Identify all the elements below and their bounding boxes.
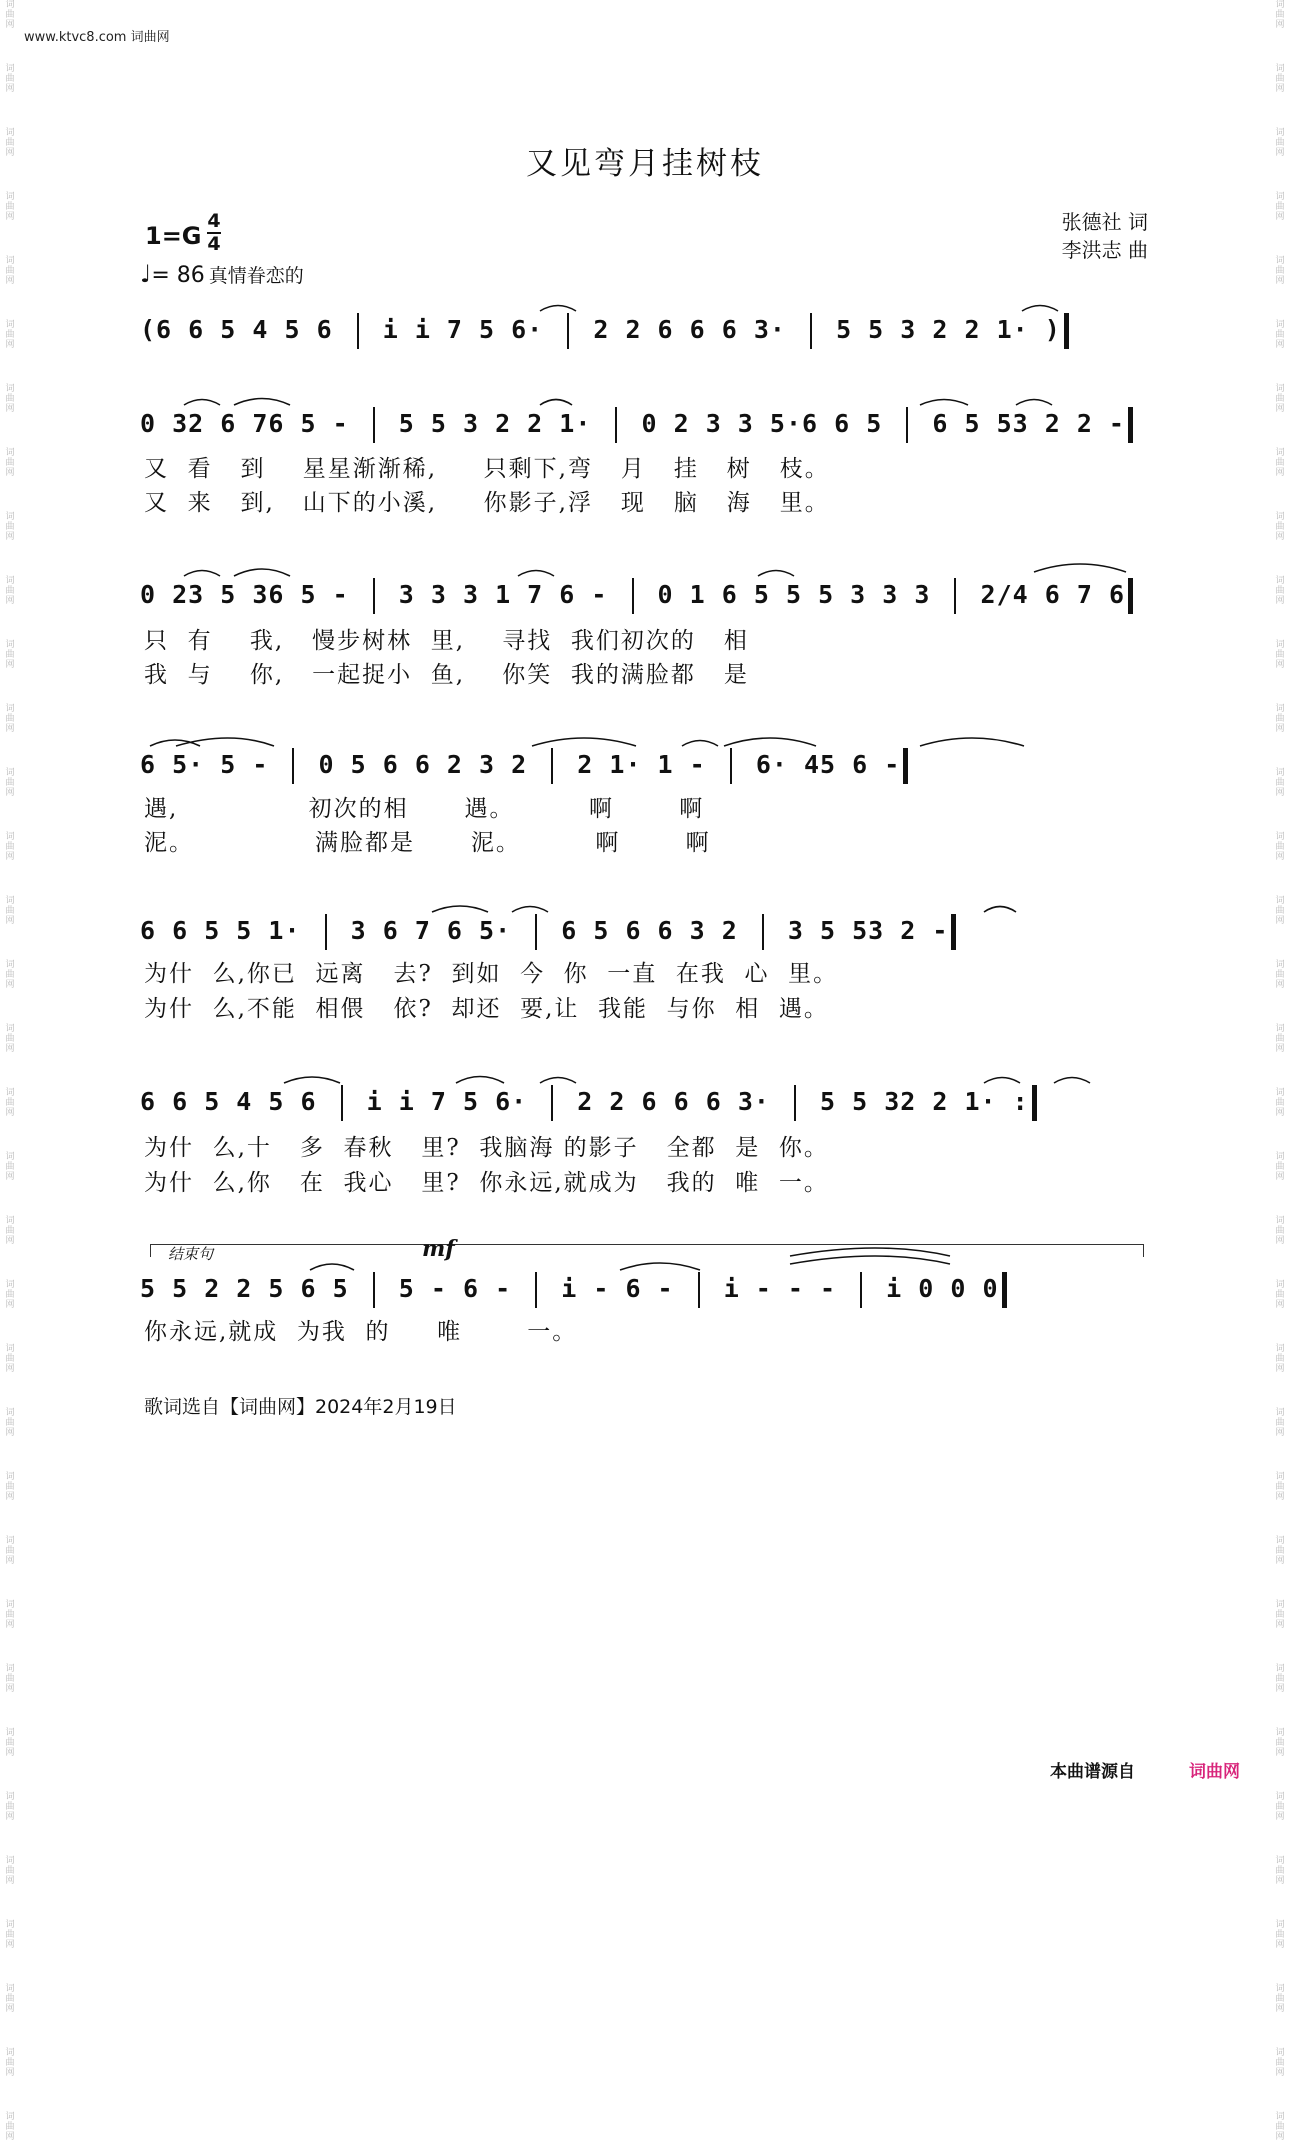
barline	[357, 313, 359, 349]
watermark-glyph: 词曲网	[1275, 1344, 1285, 1374]
measure: 5 5 2 2 5 6 5	[140, 1274, 365, 1303]
notation-row-2	[140, 407, 1145, 441]
measure: 0 1 6 5 5 5 3 3 3	[641, 580, 947, 609]
barline	[860, 1272, 862, 1308]
watermark-glyph: 词曲网	[5, 128, 15, 158]
slur	[432, 906, 488, 912]
song-title: 又见弯月挂树枝	[526, 146, 764, 182]
measure: 2 2 6 6 6 3·	[577, 315, 803, 344]
watermark-glyph: 词曲网	[1275, 320, 1285, 350]
watermark-glyph: 词曲网	[1275, 832, 1285, 862]
watermark-glyph: 词曲网	[1275, 1280, 1285, 1310]
lyric-row-5-verse-2: 为什 么,不能 相偎 依? 却还 要,让 我能 与你 相 遇。	[144, 996, 829, 1022]
lyricist-credit: 张德社 词	[1061, 210, 1148, 234]
barline	[810, 313, 812, 349]
measure: 5 5 3 2 2 1·	[382, 409, 608, 438]
tempo-value: = 86	[151, 263, 205, 288]
watermark-glyph: 词曲网	[1275, 0, 1285, 30]
slur	[184, 400, 220, 406]
watermark-glyph: 词曲网	[1275, 2112, 1285, 2142]
barline	[535, 914, 537, 950]
watermark-glyph: 词曲网	[1275, 1920, 1285, 1950]
key-signature: 1=G	[145, 222, 202, 250]
barline	[373, 578, 375, 614]
slur	[920, 400, 968, 406]
end-barline	[1128, 578, 1133, 614]
measure: 6 5· 5 -	[140, 750, 285, 779]
barline	[906, 407, 908, 443]
slur	[150, 740, 200, 746]
lyric-row-3-verse-1: 只 有 我, 慢步树林 里, 寻找 我们初次的 相	[144, 628, 749, 654]
barline	[954, 578, 956, 614]
measure: 0 5 6 6 2 3 2	[302, 750, 544, 779]
time-signature	[207, 212, 221, 254]
barline	[794, 1085, 796, 1121]
watermark-glyph: 词曲网	[5, 1920, 15, 1950]
slur	[1054, 1078, 1090, 1084]
end-barline	[903, 748, 908, 784]
measure: 5 5 3 2 2 1· )	[820, 315, 1061, 344]
barline	[341, 1085, 343, 1121]
dynamic-mark: mf	[422, 1236, 455, 1262]
composer-credit: 李洪志 曲	[1061, 238, 1148, 262]
watermark-glyph: 词曲网	[1275, 1792, 1285, 1822]
watermark-glyph: 词曲网	[5, 1728, 15, 1758]
watermark-glyph: 词曲网	[5, 640, 15, 670]
watermark-glyph: 词曲网	[5, 2048, 15, 2078]
watermark-glyph: 词曲网	[5, 896, 15, 926]
slur	[1034, 564, 1126, 572]
slur	[456, 1077, 504, 1084]
lyric-row-3-verse-2: 我 与 你, 一起捉小 鱼, 你笑 我的满脸都 是	[144, 662, 749, 688]
watermark-glyph: 词曲网	[1275, 768, 1285, 798]
watermark-glyph: 词曲网	[1275, 1984, 1285, 2014]
watermark-glyph: 词曲网	[5, 1856, 15, 1886]
notation-row-5	[140, 914, 1145, 948]
watermark-glyph: 词曲网	[1275, 512, 1285, 542]
end-barline	[1064, 313, 1069, 349]
watermark-glyph: 词曲网	[5, 384, 15, 414]
watermark-glyph: 词曲网	[5, 832, 15, 862]
slur	[1022, 306, 1058, 312]
watermark-glyph: 词曲网	[1275, 256, 1285, 286]
watermark-glyph: 词曲网	[1275, 1152, 1285, 1182]
slur	[790, 1256, 950, 1264]
measure: i i 7 5 6·	[366, 315, 560, 344]
barline	[762, 914, 764, 950]
watermark-glyph: 词曲网	[1275, 64, 1285, 94]
lyric-row-6-verse-1: 为什 么,十 多 春秋 里? 我脑海 的影子 全都 是 你。	[144, 1135, 829, 1161]
measure: 2/4 6 7 6	[964, 580, 1125, 609]
watermark-glyph: 词曲网	[5, 256, 15, 286]
watermark-glyph: 词曲网	[1275, 1472, 1285, 1502]
barline	[730, 748, 732, 784]
measure: 5 - 6 -	[382, 1274, 528, 1303]
right-watermark-strip	[1272, 0, 1288, 2142]
notation-row-6	[140, 1085, 1145, 1119]
measure: 6 6 5 5 1·	[140, 916, 317, 945]
end-barline	[1032, 1085, 1037, 1121]
lyric-row-2-verse-2: 又 来 到, 山下的小溪, 你影子,浮 现 脑 海 里。	[144, 490, 830, 516]
watermark-glyph: 词曲网	[5, 1600, 15, 1630]
footer-label: 本曲谱源自	[1050, 1762, 1135, 1782]
measure: i - 6 -	[545, 1274, 690, 1303]
slur	[758, 571, 794, 577]
lyric-row-6-verse-2: 为什 么,你 在 我心 里? 你永远,就成为 我的 唯 一。	[144, 1170, 829, 1196]
barline	[551, 748, 553, 784]
slur	[724, 738, 816, 746]
slur	[512, 907, 548, 913]
measure: i - - -	[707, 1274, 853, 1303]
watermark-glyph: 词曲网	[1275, 384, 1285, 414]
credits	[1062, 208, 1148, 264]
measure: 6· 45 6 -	[739, 750, 901, 779]
watermark-glyph: 词曲网	[5, 448, 15, 478]
slur	[184, 571, 220, 577]
watermark-glyph: 词曲网	[1275, 128, 1285, 158]
watermark-glyph: 词曲网	[5, 512, 15, 542]
slur	[310, 1264, 354, 1270]
watermark-glyph: 词曲网	[5, 192, 15, 222]
footer	[1050, 1757, 1240, 1782]
watermark-glyph: 词曲网	[1275, 896, 1285, 926]
watermark-glyph: 词曲网	[1275, 1728, 1285, 1758]
watermark-glyph: 词曲网	[1275, 640, 1285, 670]
slur	[284, 1077, 340, 1083]
slur	[920, 738, 1024, 746]
lyric-row-7-verse-1: 你永远,就成 为我 的 唯 一。	[144, 1319, 578, 1345]
watermark-glyph: 词曲网	[1275, 2048, 1285, 2078]
watermark-glyph: 词曲网	[1275, 1664, 1285, 1694]
watermark-glyph: 词曲网	[1275, 1024, 1285, 1054]
watermark-glyph: 词曲网	[1275, 960, 1285, 990]
watermark-glyph: 词曲网	[5, 1664, 15, 1694]
tempo-marking	[140, 260, 304, 288]
measure: 0 2 3 3 5·6 6 5	[625, 409, 899, 438]
watermark-glyph: 词曲网	[1275, 1600, 1285, 1630]
measure: 0 32 6 76 5 -	[140, 409, 365, 438]
end-barline	[951, 914, 956, 950]
barline	[632, 578, 634, 614]
slur	[176, 738, 274, 746]
watermark-glyph: 词曲网	[1275, 192, 1285, 222]
measure: 6 5 6 6 3 2	[545, 916, 754, 945]
slur	[532, 738, 636, 746]
watermark-glyph: 词曲网	[1275, 1088, 1285, 1118]
watermark-glyph: 词曲网	[5, 320, 15, 350]
barline	[373, 407, 375, 443]
watermark-glyph: 词曲网	[1275, 1856, 1285, 1886]
quarter-note-icon: ♩	[140, 260, 152, 288]
watermark-glyph: 词曲网	[5, 2112, 15, 2142]
watermark-glyph: 词曲网	[5, 1536, 15, 1566]
measure: 5 5 32 2 1· :	[803, 1087, 1029, 1116]
measure: i 0 0 0	[870, 1274, 999, 1303]
watermark-glyph: 词曲网	[5, 1216, 15, 1246]
watermark-glyph: 词曲网	[5, 1344, 15, 1374]
coda-label: 结束句	[168, 1245, 214, 1263]
watermark-glyph: 词曲网	[1275, 576, 1285, 606]
end-barline	[1128, 407, 1133, 443]
lyric-row-2-verse-1: 又 看 到 星星渐渐稀, 只剩下,弯 月 挂 树 枝。	[144, 456, 830, 482]
watermark-glyph: 词曲网	[1275, 1408, 1285, 1438]
barline	[535, 1272, 537, 1308]
slur	[682, 741, 718, 747]
watermark-glyph: 词曲网	[5, 704, 15, 734]
watermark-glyph: 词曲网	[5, 1792, 15, 1822]
watermark-glyph: 词曲网	[5, 1984, 15, 2014]
watermark-glyph: 词曲网	[1275, 1216, 1285, 1246]
measure: 6 5 53 2 2 -	[916, 409, 1125, 438]
watermark-glyph: 词曲网	[5, 64, 15, 94]
watermark-glyph: 词曲网	[5, 576, 15, 606]
notation-row-7	[140, 1272, 1145, 1306]
measure: 3 6 7 6 5·	[334, 916, 528, 945]
measure: 3 3 3 1 7 6 -	[382, 580, 624, 609]
measure: 2 2 6 6 6 3·	[561, 1087, 786, 1116]
slur	[234, 569, 290, 576]
barline	[698, 1272, 700, 1308]
slur	[518, 571, 554, 577]
watermark-glyph: 词曲网	[5, 1280, 15, 1310]
barline	[292, 748, 294, 784]
notation-row-4	[140, 748, 1145, 782]
end-barline	[1002, 1272, 1007, 1308]
barline	[373, 1272, 375, 1308]
lyric-row-5-verse-1: 为什 么,你已 远离 去? 到如 今 你 一直 在我 心 里。	[144, 961, 839, 987]
lyric-row-4-verse-1: 遇, 初次的相 遇。 啊 啊	[144, 796, 705, 822]
measure: 2 1· 1 -	[561, 750, 722, 779]
watermark-glyph: 词曲网	[1275, 1536, 1285, 1566]
slur	[234, 399, 290, 406]
barline	[567, 313, 569, 349]
time-signature-bottom: 4	[207, 233, 221, 255]
footer-brand-link[interactable]: 词曲网	[1189, 1762, 1240, 1782]
slur	[1016, 400, 1052, 406]
watermark-glyph: 词曲网	[5, 1408, 15, 1438]
barline	[325, 914, 327, 950]
watermark-glyph: 词曲网	[5, 1024, 15, 1054]
measure: 3 5 53 2 -	[771, 916, 949, 945]
source-note: 歌词选自【词曲网】2024年2月19日	[144, 1396, 457, 1418]
coda-bracket	[150, 1244, 1144, 1257]
watermark-glyph: 词曲网	[5, 1472, 15, 1502]
measure: 0 23 5 36 5 -	[140, 580, 365, 609]
barline	[615, 407, 617, 443]
watermark-glyph: 词曲网	[1275, 704, 1285, 734]
watermark-glyph: 词曲网	[5, 960, 15, 990]
watermark-glyph: 词曲网	[5, 1088, 15, 1118]
barline	[551, 1085, 553, 1121]
slur	[620, 1263, 700, 1270]
measure: (6 6 5 4 5 6	[140, 315, 349, 344]
slur	[540, 400, 572, 406]
notation-row-1	[140, 313, 1145, 347]
slur	[540, 306, 576, 312]
time-signature-top: 4	[207, 210, 221, 232]
slur	[540, 1078, 576, 1084]
watermark-glyph: 词曲网	[5, 768, 15, 798]
watermark-glyph: 词曲网	[5, 1152, 15, 1182]
measure: i i 7 5 6·	[350, 1087, 544, 1116]
expression-mark: 真情眷恋的	[208, 265, 304, 287]
slur	[984, 907, 1016, 913]
left-watermark-strip	[2, 0, 18, 2142]
lyric-row-4-verse-2: 泥。 满脸都是 泥。 啊 啊	[144, 830, 711, 856]
site-url[interactable]: www.ktvc8.com 词曲网	[24, 30, 170, 45]
watermark-glyph: 词曲网	[5, 0, 15, 30]
notation-row-3	[140, 578, 1145, 612]
measure: 6 6 5 4 5 6	[140, 1087, 333, 1116]
watermark-glyph: 词曲网	[1275, 448, 1285, 478]
slur	[984, 1078, 1020, 1084]
